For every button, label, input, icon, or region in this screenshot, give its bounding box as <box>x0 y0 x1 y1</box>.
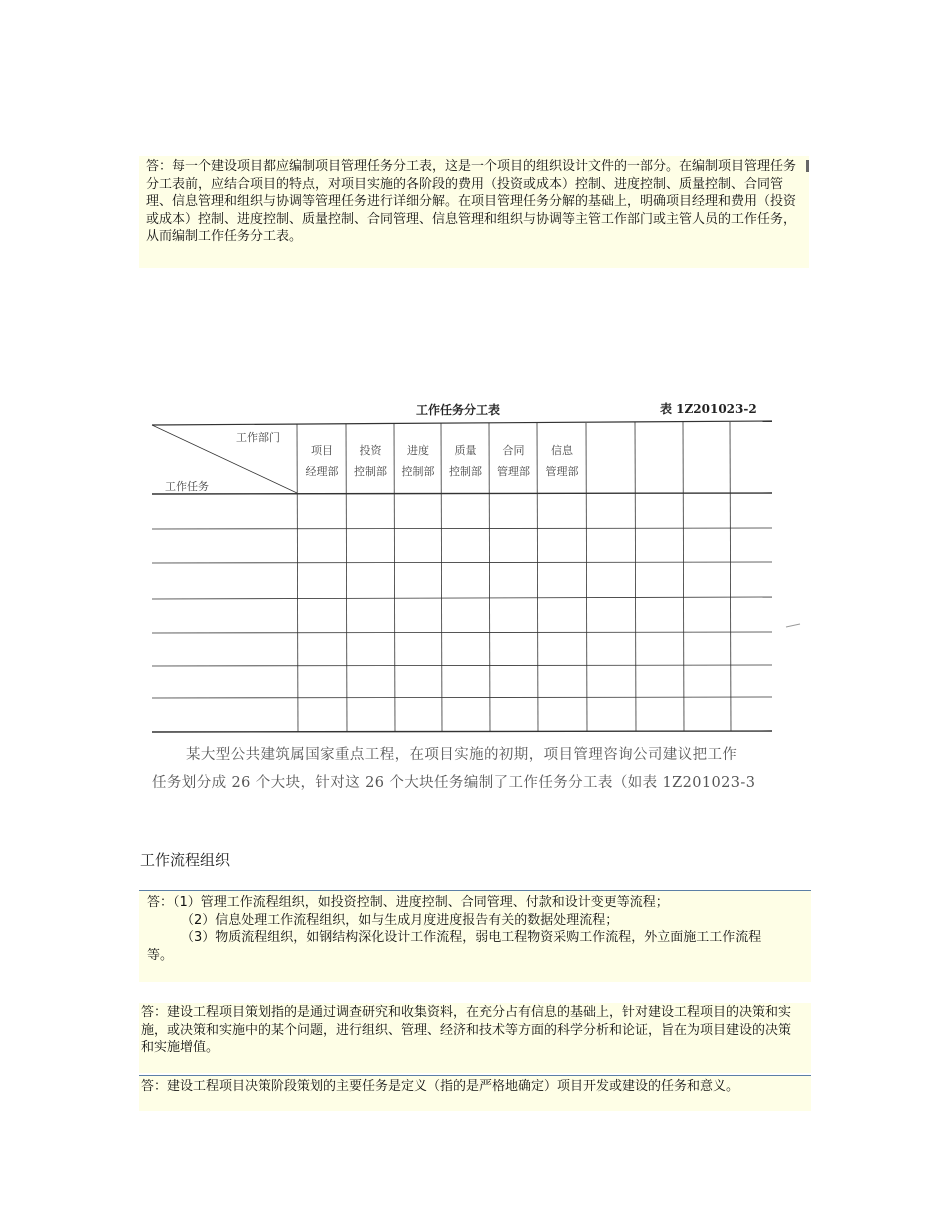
answer-text: 答：建设工程项目策划指的是通过调查研究和收集资料，在充分占有信息的基础上，针对建设工程项目的决策和实施，或决策和实施中的某个问题，进行组织、管理、经济和技术等方面的科学分析和论证，旨在为项目建设的决策和实施增值。 <box>141 1005 792 1055</box>
corner-label-departments: 工作部门 <box>236 431 280 444</box>
dept-header-contract-management: 合同 管理部 <box>497 444 530 478</box>
box-edge-marker <box>806 160 809 172</box>
answer-line-1: 答：（1）管理工作流程组织，如投资控制、进度控制、合同管理、付款和设计变更等流程； <box>147 895 669 910</box>
table-reference: 表 1Z201023-2 <box>660 402 757 416</box>
corner-label-tasks: 工作任务 <box>165 480 209 493</box>
answer-box-task-division <box>139 156 809 268</box>
dept-header-quality-control: 质量 控制部 <box>449 444 482 478</box>
dept-header-investment-control: 投资 控制部 <box>354 444 387 478</box>
dept-header-schedule-control: 进度 控制部 <box>401 444 435 478</box>
answer-line-4: 等。 <box>147 947 174 963</box>
answer-box-workflow <box>139 890 811 982</box>
answer-line-3: （3）物质流程组织，如钢结构深化设计工作流程，弱电工程物资采购工作流程，外立面施工工作流程 <box>181 930 762 945</box>
dept-header-project-manager: 项目 经理部 <box>305 444 339 478</box>
table-title: 工作任务分工表 <box>416 403 501 417</box>
scan-paragraph-line-1: 某大型公共建筑属国家重点工程，在项目实施的初期，项目管理咨询公司建议把工作 <box>186 747 738 763</box>
answer-text: 答：建设工程项目决策阶段策划的主要任务是定义（指的是严格地确定）项目开发或建设的任务和意义。 <box>141 1079 740 1094</box>
answer-text: 答：每一个建设项目都应编制项目管理任务分工表，这是一个项目的组织设计文件的一部分。在编制项目管理任务分工表前，应结合项目的特点，对项目实施的各阶段的费用（投资或成本）控制、进度控制、质量控制、合同管理、信息管理和组织与协调等管理任务进行详细分解。在项目管理任务分解的基础上，明确项目经理和费用（投资或成本）控制、进度控制、质量控制、合同管理、信息管理和组织与协调等主管工作部门或主管人员的工作任务，从而编制工作任务分工表。 <box>146 159 797 244</box>
scan-paragraph-line-2: 任务划分成 26 个大块，针对这 26 个大块任务编制了工作任务分工表（如表 1Z201023-3 <box>152 775 756 791</box>
dept-header-information-management: 信息 管理部 <box>545 444 579 478</box>
scanned-task-division-table <box>140 395 810 805</box>
answer-box-decision-planning <box>139 1075 811 1111</box>
section-heading-workflow: 工作流程组织 <box>140 851 231 869</box>
answer-box-project-planning <box>139 1003 811 1073</box>
answer-line-2: （2）信息处理工作流程组织，如与生成月度进度报告有关的数据处理流程； <box>181 912 619 928</box>
